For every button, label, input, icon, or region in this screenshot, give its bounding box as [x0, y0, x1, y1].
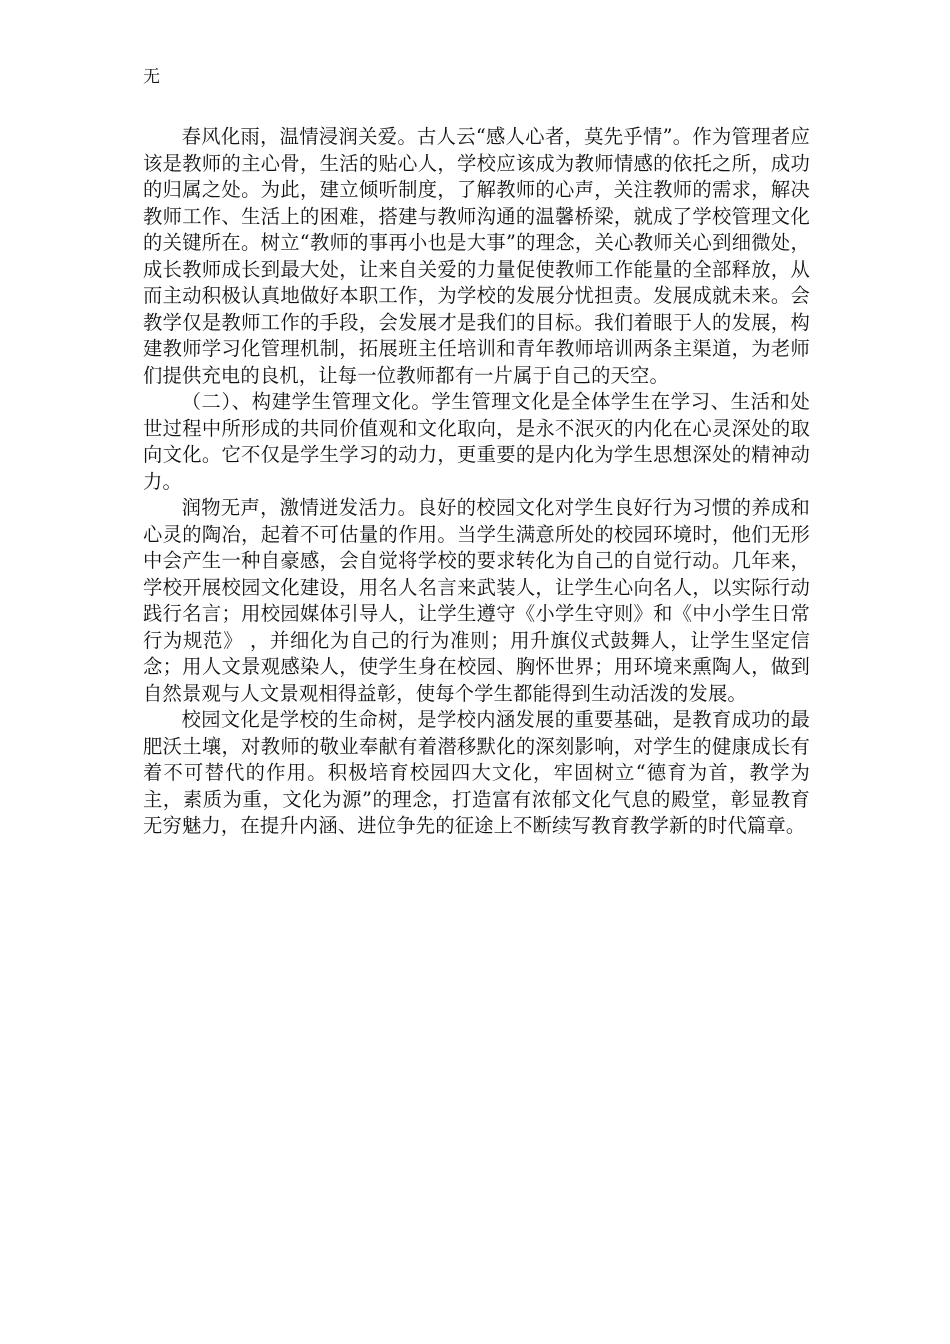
page-header: 无 [143, 67, 160, 87]
paragraph-campus-environment: 润物无声，激情迸发活力。良好的校园文化对学生良好行为习惯的养成和心灵的陶冶，起着不可估量的作用。当学生满意所处的校园环境时，他们无形中会产生一种自豪感，会自觉将学校的要求转化为自己的自觉行动。几年来，学校开展校园文化建设，用名人名言来武装人，让学生心向名人，以实际行动践行名言；用校园媒体引导人，让学生遵守《小学生守则》和《中小学生日常行为规范》 ，并细化为自己的行为准则；用升旗仪式鼓舞人，让学生坚定信念；用人文景观感染人，使学生身在校园、胸怀世界；用环境来熏陶人，做到自然景观与人文景观相得益彰，使每个学生都能得到生动活泼的发展。 [143, 496, 810, 705]
paragraph-conclusion: 校园文化是学校的生命树，是学校内涵发展的重要基础，是教育成功的最肥沃土壤，对教师的敬业奉献有着潜移默化的深刻影响，对学生的健康成长有着不可替代的作用。积极培育校园四大文化，牢固树立“德育为首，教学为主，素质为重，文化为源”的理念，打造富有浓郁文化气息的殿堂，彰显教育无穷魅力，在提升内涵、进位争先的征途上不断续写教育教学新的时代篇章。 [143, 708, 810, 837]
document-body [143, 124, 810, 840]
paragraph-teacher-care: 春风化雨，温情浸润关爱。古人云“感人心者，莫先乎情”。作为管理者应该是教师的主心骨，生活的贴心人，学校应该成为教师情感的依托之所，成功的归属之处。为此，建立倾听制度，了解教师的心声，关注教师的需求，解决教师工作、生活上的困难，搭建与教师沟通的温馨桥梁，就成了学校管理文化的关键所在。树立“教师的事再小也是大事”的理念，关心教师关心到细微处，成长教师成长到最大处，让来自关爱的力量促使教师工作能量的全部释放，从而主动积极认真地做好本职工作，为学校的发展分忧担责。发展成就未来。会教学仅是教师工作的手段，会发展才是我们的目标。我们着眼于人的发展，构建教师学习化管理机制，拓展班主任培训和青年教师培训两条主渠道，为老师们提供充电的良机，让每一位教师都有一片属于自己的天空。 [143, 125, 810, 387]
paragraph-student-management: （二）、构建学生管理文化。学生管理文化是全体学生在学习、生活和处世过程中所形成的共同价值观和文化取向，是永不泯灭的内化在心灵深处的取向文化。它不仅是学生学习的动力，更重要的是内化为学生思想深处的精神动力。 [143, 390, 810, 493]
